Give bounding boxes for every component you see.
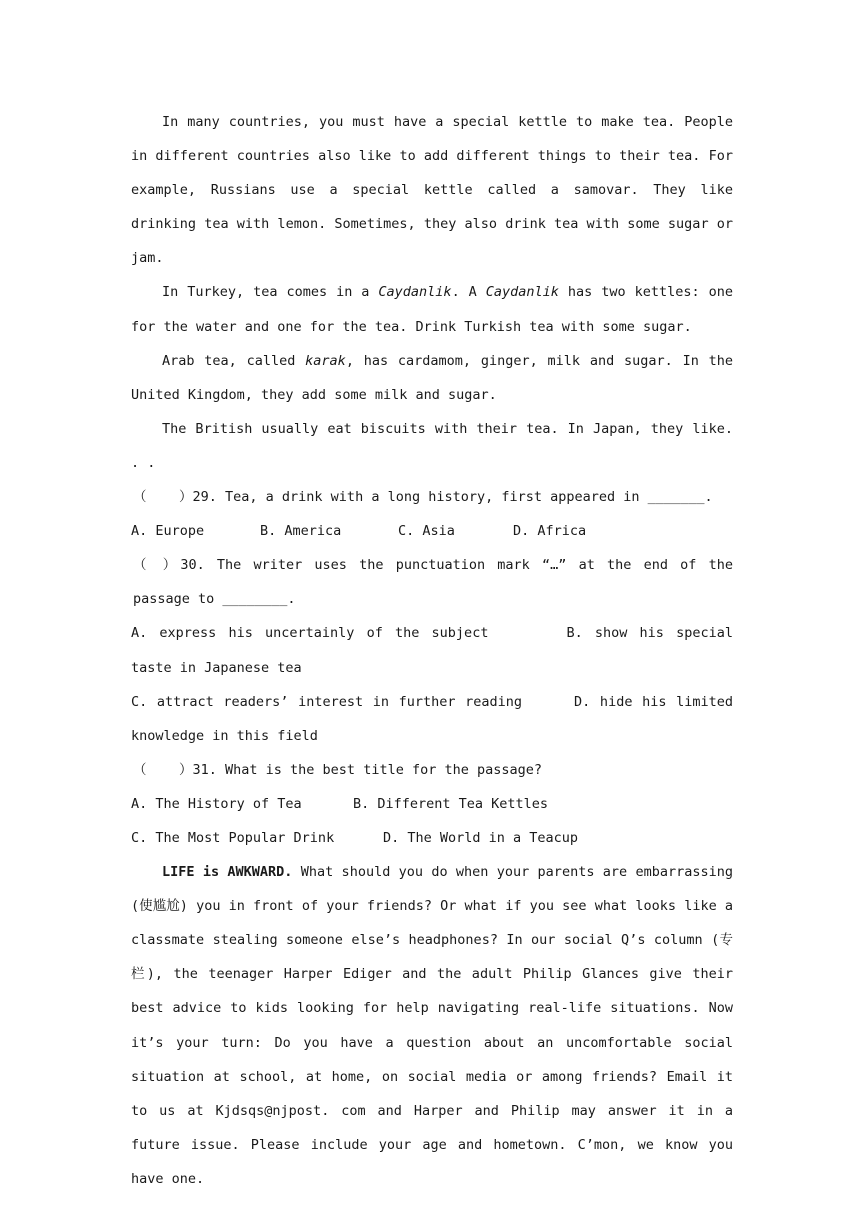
passage-paragraph-1: In many countries, you must have a special kettle to make tea. People in different countries also like to add different things to their tea. For example, Russians use a special kettle called a samovar. They like drinking tea with lemon. Sometimes, they also drink tea with some sugar or jam.	[131, 114, 733, 267]
italic-term: Caydanlik	[485, 284, 559, 301]
paragraph-text: has two kettles: one for the water and one for the tea. Drink Turkish tea with some sugar.	[131, 284, 734, 335]
option-b: B. show his special taste in Japanese tea	[131, 625, 733, 676]
passage-paragraph-4: The British usually eat biscuits with their tea. In Japan, they like. . .	[131, 420, 733, 471]
option-b: B. America	[260, 523, 342, 540]
question-30-stem: （ ）30. The writer uses the punctuation mark “…” at the end of the passage to ________.	[133, 557, 733, 608]
life-awkward-paragraph	[131, 855, 733, 1196]
passage-paragraph-3	[131, 344, 733, 412]
life-awkward-body: What should you do when your parents are embarrassing (使尴尬) you in front of your friends? Or what if you see what looks like a classmate stealing someone else’s headphones? In our social Q’s column (专栏), the teenager Harper Ediger and the adult Philip Glances give their best advice to kids looking for help navigating real-life situations. Now it’s your turn: Do you have a question about an uncomfortable social situation at school, at home, on social media or among friends? Email it to us at Kjdsqs@njpost. com and Harper and Philip may answer it in a future issue. Please include your age and hometown. C’mon, we know you have one.	[131, 864, 733, 1187]
option-a: A. The History of Tea	[131, 795, 302, 812]
question-31-stem: （ ）31. What is the best title for the passage?	[133, 761, 543, 778]
option-a: A. express his uncertainly of the subject	[131, 625, 489, 642]
paragraph-text: , has cardamom, ginger, milk and sugar. In the United Kingdom, they add some milk and sugar.	[131, 352, 734, 403]
option-d: D. The World in a Teacup	[383, 829, 579, 846]
question-30-option-ab	[131, 616, 733, 684]
option-a: A. Europe	[131, 523, 205, 540]
question-29-options	[131, 514, 733, 548]
life-awkward-heading: LIFE is AWKWARD.	[162, 864, 293, 881]
question-31-options-cd	[131, 821, 733, 855]
option-d: D. hide his limited knowledge in this field	[131, 693, 733, 744]
option-b: B. Different Tea Kettles	[353, 795, 549, 812]
option-c: C. The Most Popular Drink	[131, 829, 335, 846]
question-29-stem: （ ）29. Tea, a drink with a long history, first appeared in _______.	[133, 489, 713, 506]
question-30-option-cd	[131, 685, 733, 753]
option-d: D. Africa	[513, 523, 587, 540]
paragraph-text: In Turkey, tea comes in a	[162, 284, 379, 301]
passage-paragraph-2	[131, 275, 733, 343]
option-c: C. Asia	[398, 523, 455, 540]
paragraph-text: Arab tea, called	[162, 352, 306, 369]
paragraph-text: . A	[451, 284, 486, 301]
question-31-options-ab	[131, 787, 733, 821]
option-c: C. attract readers’ interest in further reading	[131, 693, 523, 710]
document-page	[131, 105, 733, 1196]
italic-term: Caydanlik	[378, 284, 452, 301]
italic-term: karak	[305, 352, 346, 369]
